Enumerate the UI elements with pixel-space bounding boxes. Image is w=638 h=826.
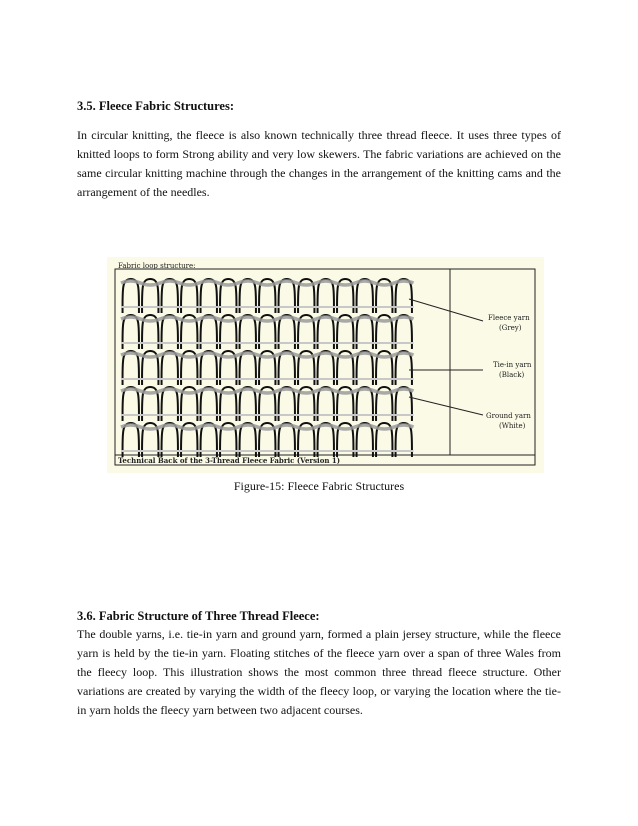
figure-bottom-label: Technical Back of the 3-Thread Fleece Fabric (Version 1)	[118, 456, 341, 465]
ground-yarn-color: (White)	[499, 422, 526, 430]
figure-caption: Figure-15: Fleece Fabric Structures	[233, 479, 405, 493]
fleece-yarn-line	[121, 281, 414, 285]
fleece-yarn-color: (Grey)	[499, 324, 522, 332]
knitted-loops	[121, 279, 414, 457]
figure-top-label: Fabric loop structure:	[118, 262, 196, 270]
fleece-yarn-line	[121, 389, 414, 393]
section-heading-fleece-fabric-structures: 3.5. Fleece Fabric Structures:	[77, 99, 235, 113]
tie-in-yarn-color: (Black)	[499, 371, 525, 379]
ground-yarn-arrow	[409, 397, 483, 415]
section-paragraph-fleece-fabric-structures: In circular knitting, the fleece is also known technically three thread fleece. It uses three types of knitted loops to form Strong ability and very low skewers. The fabric variations are achieved on the same circular knitting machine through the changes in the arrangement of the knitting cams and the arrangement of the needles.	[77, 128, 561, 199]
ground-yarn-label: Ground yarn	[486, 412, 531, 420]
fleece-yarn-line	[121, 353, 414, 357]
fleece-yarn-line	[121, 317, 414, 321]
section-heading-three-thread-fleece: 3.6. Fabric Structure of Three Thread Fleece:	[77, 609, 320, 623]
fleece-fabric-figure	[107, 257, 544, 473]
fleece-yarn-line	[121, 425, 414, 429]
section-paragraph-three-thread-fleece: The double yarns, i.e. tie-in yarn and ground yarn, formed a plain jersey structure, while the fleece yarn is held by the tie-in yarn. Floating stitches of the fleece yarn over a span of three Wales from the fleecy loop. This illustration shows the most common three thread fleece structure. Other variations are created by varying the width of the fleecy loop, or varying the location where the tie-in yarn holds the fleecy yarn between two adjacent courses.	[77, 627, 561, 717]
fleece-yarn-label: Fleece yarn	[488, 314, 530, 322]
fabric-loop-diagram	[107, 257, 544, 473]
tie-in-yarn-label: Tie-in yarn	[493, 361, 532, 369]
fleece-yarn-arrow	[409, 299, 483, 321]
